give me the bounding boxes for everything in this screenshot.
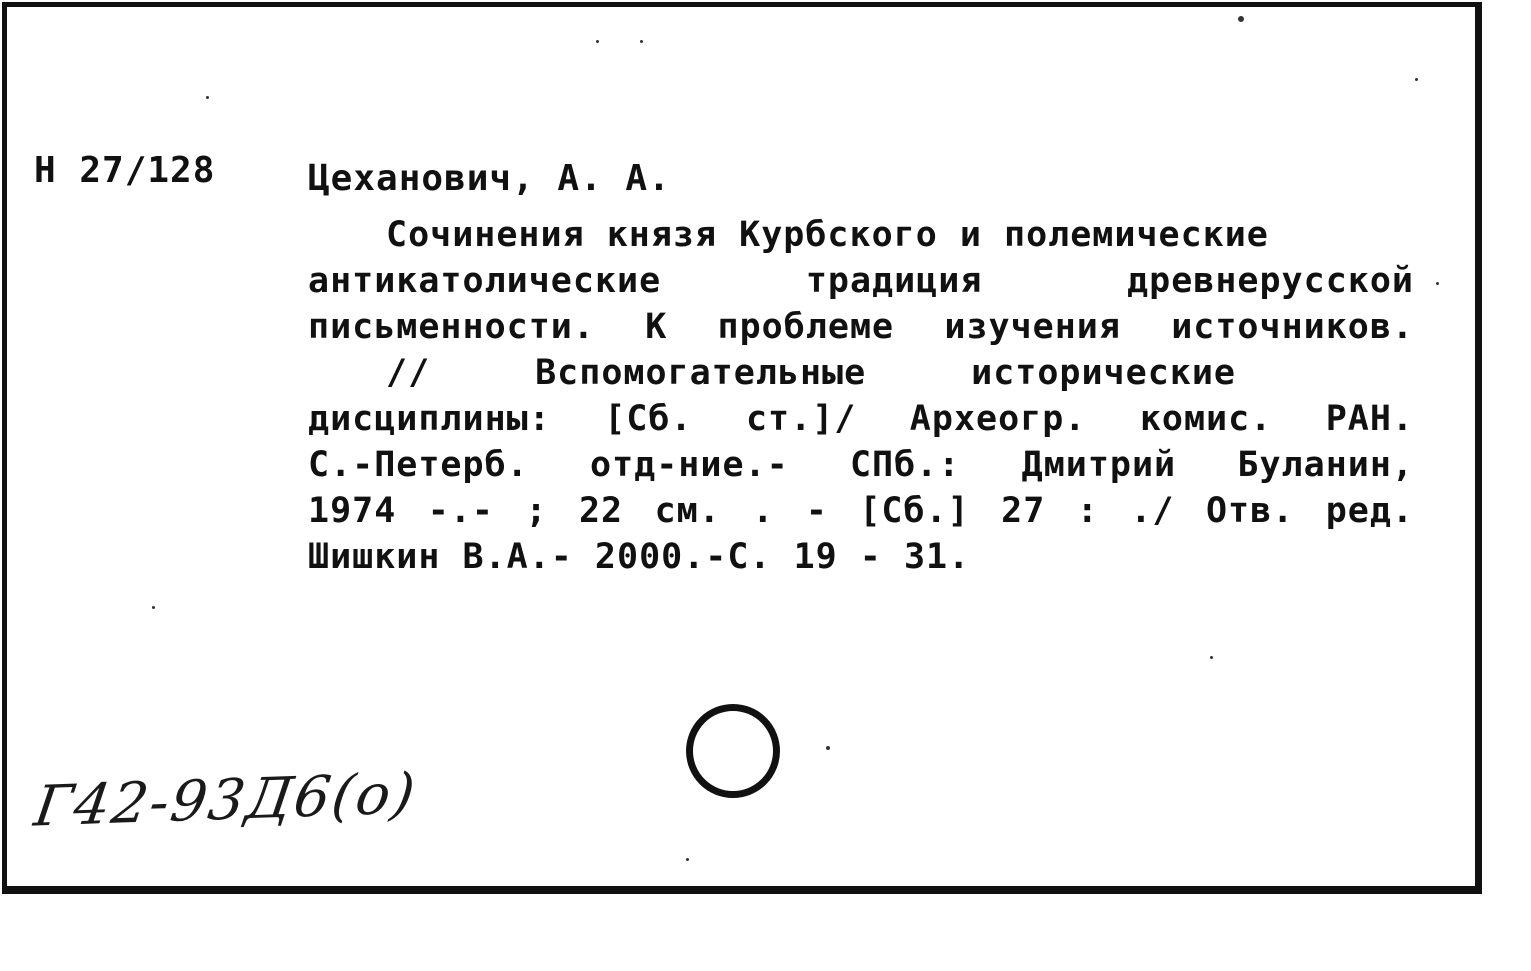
handwritten-classification-code: Г42-93Д6(о) [30, 761, 421, 840]
scan-speck [826, 746, 830, 750]
scan-speck [1238, 16, 1244, 22]
description-line: Шишкин В.А.- 2000.-С. 19 - 31. [308, 537, 971, 577]
scan-speck [640, 40, 643, 43]
scan-speck [1415, 78, 1418, 81]
description-line: дисциплины: [Сб. ст.]/ Археогр. комис. РАН. [308, 399, 1414, 439]
scan-speck [1210, 656, 1213, 659]
bibliographic-description [308, 212, 1414, 580]
description-line: антикатолические традиция древнерусской [308, 261, 1414, 301]
punch-hole [686, 704, 780, 798]
shelfmark: Н 27/128 [34, 150, 216, 191]
scan-speck [206, 96, 209, 99]
scan-speck [596, 40, 599, 43]
description-line: 1974 -.- ; 22 см. . - [Сб.] 27 : ./ Отв. ред. [308, 491, 1414, 531]
description-line: // Вспомогательные исторические [386, 353, 1236, 393]
scan-speck [152, 606, 155, 609]
description-line: письменности. К проблеме изучения источников. [308, 307, 1414, 347]
scan-speck [1436, 282, 1439, 285]
scan-speck [686, 858, 689, 861]
description-line: Сочинения князя Курбского и полемические [386, 215, 1269, 255]
author-name: Цеханович, А. А. [308, 158, 671, 199]
description-line: С.-Петерб. отд-ние.- СПб.: Дмитрий Буланин, [308, 445, 1414, 485]
